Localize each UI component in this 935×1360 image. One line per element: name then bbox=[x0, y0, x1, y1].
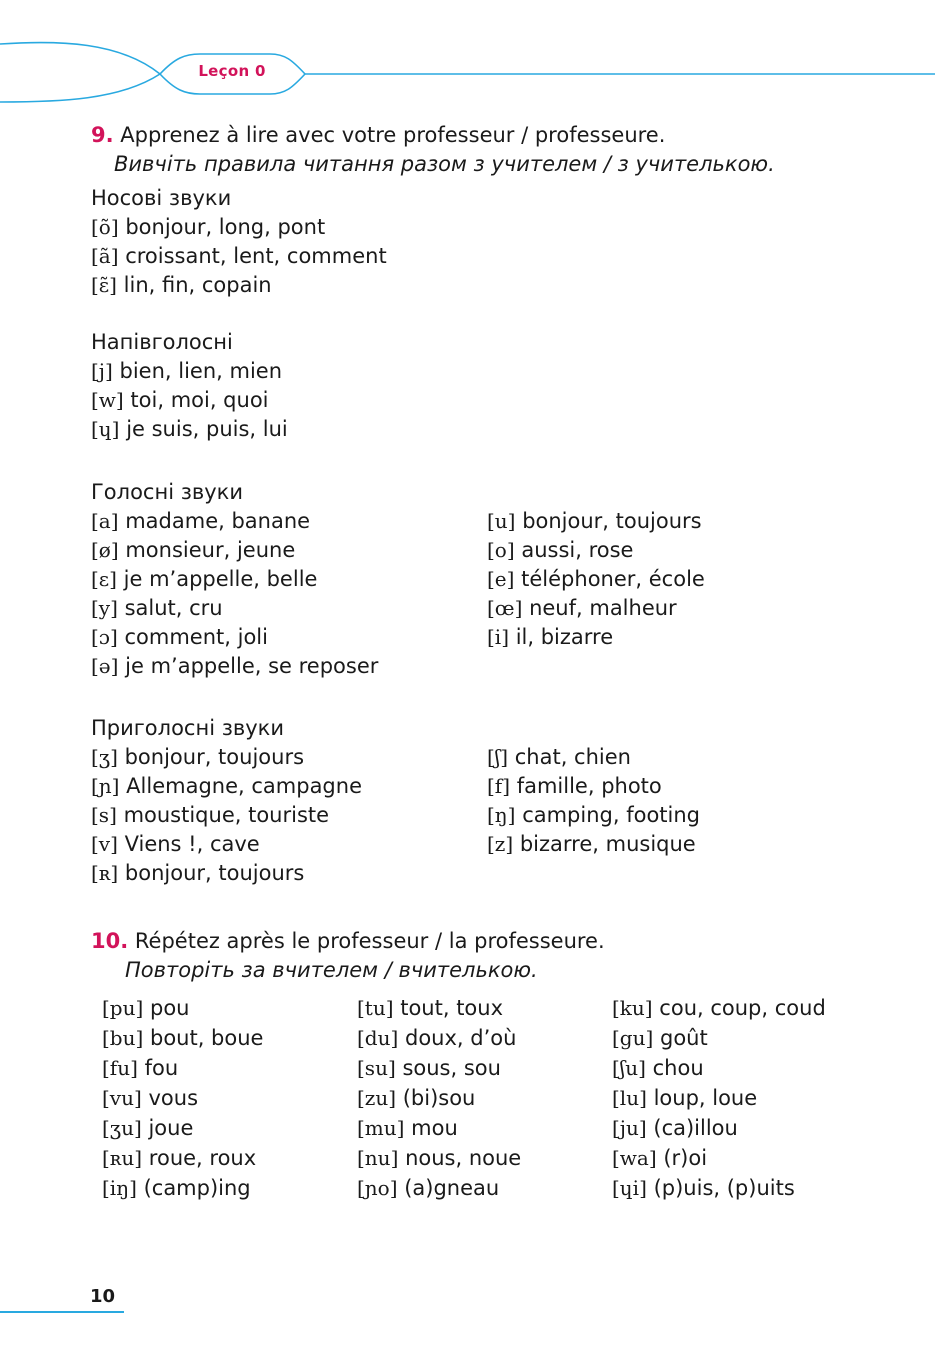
exercise-subtitle: Повторіть за вчителем / вчителькою. bbox=[125, 958, 538, 982]
sound-row: [ə] je m’appelle, se reposer bbox=[91, 654, 379, 678]
syllable-row: [lu] loup, loue bbox=[612, 1086, 758, 1110]
syllable-row: [zu] (bi)sou bbox=[357, 1086, 476, 1110]
consonants-section-left bbox=[91, 714, 362, 888]
footer-rule bbox=[0, 1311, 124, 1313]
syllable-row: [mu] mou bbox=[357, 1116, 458, 1140]
sound-row: [y] salut, cru bbox=[91, 596, 223, 620]
semivowels-section bbox=[91, 328, 288, 444]
sound-row: [u] bonjour, toujours bbox=[487, 509, 702, 533]
syllable-row: [ju] (ca)illou bbox=[612, 1116, 738, 1140]
sound-row: [œ] neuf, malheur bbox=[487, 596, 677, 620]
syllable-row: [nu] nous, noue bbox=[357, 1146, 522, 1170]
syllable-row: [ʀu] roue, roux bbox=[102, 1146, 257, 1170]
section-heading: Голосні звуки bbox=[91, 480, 244, 504]
syllable-row: [vu] vous bbox=[102, 1086, 199, 1110]
sound-row: [f] famille, photo bbox=[487, 774, 662, 798]
sound-row: [s] moustique, touriste bbox=[91, 803, 330, 827]
syllables-column-2 bbox=[357, 993, 521, 1203]
syllable-row: [gu] goût bbox=[612, 1026, 708, 1050]
exercise-subtitle: Вивчіть правила читання разом з учителем / з учителькою. bbox=[114, 152, 775, 176]
syllables-column-3 bbox=[612, 993, 826, 1203]
sound-row: [v] Viens !, cave bbox=[91, 832, 260, 856]
sound-row: [ɔ] comment, joli bbox=[91, 625, 268, 649]
sound-row: [ʃ] chat, chien bbox=[487, 745, 631, 769]
sound-row: [ɛ] je m’appelle, belle bbox=[91, 567, 318, 591]
section-heading: Напівголосні bbox=[91, 330, 233, 354]
syllable-row: [fu] fou bbox=[102, 1056, 179, 1080]
sound-row: [z] bizarre, musique bbox=[487, 832, 696, 856]
syllable-row: [wa] (r)oi bbox=[612, 1146, 708, 1170]
exercise-9-header bbox=[91, 121, 775, 179]
sound-row: [õ] bonjour, long, pont bbox=[91, 215, 326, 239]
consonants-section-right bbox=[487, 743, 700, 859]
syllable-row: [iŋ] (camp)ing bbox=[102, 1176, 251, 1200]
syllable-row: [bu] bout, boue bbox=[102, 1026, 264, 1050]
sound-row: [ɥ] je suis, puis, lui bbox=[91, 417, 288, 441]
exercise-10-header bbox=[91, 927, 605, 985]
exercise-title: Répétez après le professeur / la professeure. bbox=[134, 929, 605, 953]
sound-row: [ŋ] camping, footing bbox=[487, 803, 701, 827]
sound-row: [ʒ] bonjour, toujours bbox=[91, 745, 305, 769]
syllable-row: [ɥi] (p)uis, (p)uits bbox=[612, 1176, 795, 1200]
section-heading: Приголосні звуки bbox=[91, 716, 285, 740]
exercise-title: Apprenez à lire avec votre professeur / professeure. bbox=[120, 123, 666, 147]
syllable-row: [ʒu] joue bbox=[102, 1116, 194, 1140]
exercise-number: 9. bbox=[91, 123, 114, 147]
syllables-column-1 bbox=[102, 993, 263, 1203]
nasal-sounds-section bbox=[91, 184, 387, 300]
syllable-row: [pu] pou bbox=[102, 996, 190, 1020]
sound-row: [i] il, bizarre bbox=[487, 625, 614, 649]
syllable-row: [ʃu] chou bbox=[612, 1056, 704, 1080]
sound-row: [a] madame, banane bbox=[91, 509, 311, 533]
sound-row: [o] aussi, rose bbox=[487, 538, 634, 562]
sound-row: [w] toi, moi, quoi bbox=[91, 388, 269, 412]
sound-row: [ã] croissant, lent, comment bbox=[91, 244, 387, 268]
vowels-section-right bbox=[487, 507, 705, 652]
sound-row: [e] téléphoner, école bbox=[487, 567, 705, 591]
syllable-row: [su] sous, sou bbox=[357, 1056, 501, 1080]
vowels-section-left bbox=[91, 478, 378, 681]
sound-row: [ø] monsieur, jeune bbox=[91, 538, 296, 562]
lesson-header-ornament bbox=[0, 30, 935, 110]
syllable-row: [ɲo] (a)gneau bbox=[357, 1176, 500, 1200]
sound-row: [ʀ] bonjour, toujours bbox=[91, 861, 305, 885]
lesson-label: Leçon 0 bbox=[198, 62, 266, 80]
sound-row: [j] bien, lien, mien bbox=[91, 359, 283, 383]
sound-row: [ɲ] Allemagne, campagne bbox=[91, 774, 362, 798]
exercise-number: 10. bbox=[91, 929, 129, 953]
sound-row: [ɛ̃] lin, fin, copain bbox=[91, 273, 272, 297]
syllable-row: [tu] tout, toux bbox=[357, 996, 504, 1020]
page-number: 10 bbox=[90, 1286, 116, 1307]
syllable-row: [du] doux, d’où bbox=[357, 1026, 517, 1050]
syllable-row: [ku] cou, coup, coud bbox=[612, 996, 826, 1020]
section-heading: Носові звуки bbox=[91, 186, 232, 210]
